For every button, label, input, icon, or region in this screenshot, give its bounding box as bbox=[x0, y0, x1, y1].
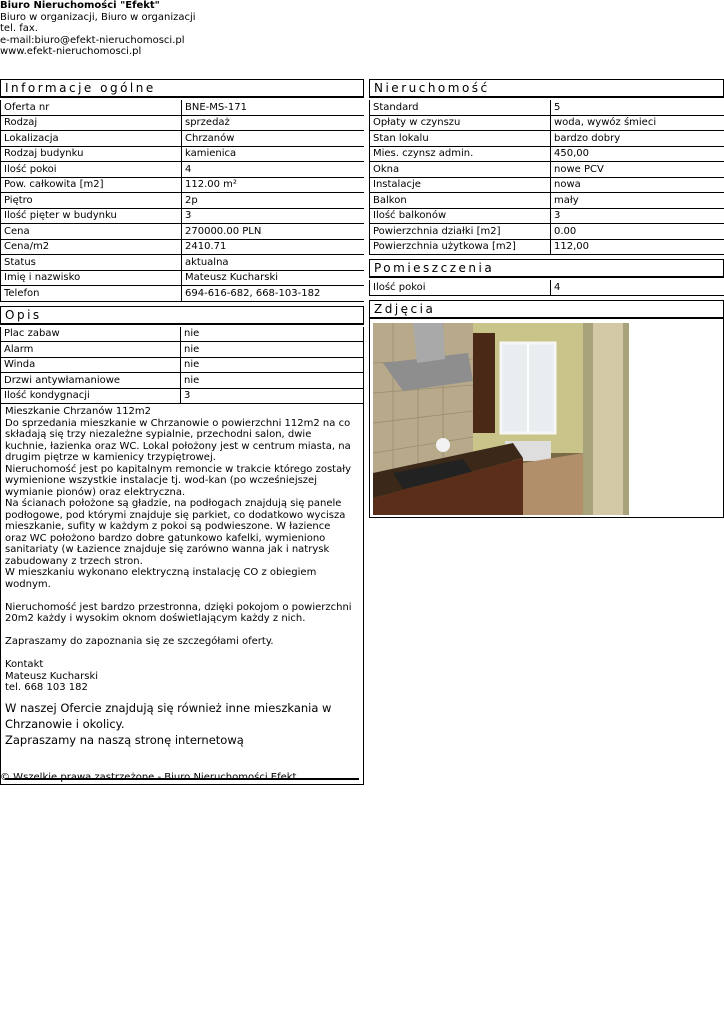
property-info-row bbox=[370, 177, 724, 193]
section-title-rooms: Pomieszczenia bbox=[369, 259, 724, 278]
description-line: kuchnie, łazienka oraz WC. Lokal położony jest w centrum miasta, na bbox=[5, 440, 351, 452]
general-info-row bbox=[1, 270, 365, 286]
description-line: wymianie pionów) oraz elektryczna. bbox=[5, 486, 186, 498]
general-info-value: 2410.71 bbox=[182, 239, 365, 255]
general-info-label: Piętro bbox=[1, 193, 182, 209]
general-info-row bbox=[1, 239, 365, 255]
description-line: zabudowany z trzech stron. bbox=[5, 555, 143, 567]
general-info-label: Ilość pokoi bbox=[1, 162, 182, 178]
general-info-label: Rodzaj budynku bbox=[1, 146, 182, 162]
general-info-value: aktualna bbox=[182, 255, 365, 271]
description-line: Do sprzedania mieszkanie w Chrzanowie o powierzchni 112m2 na co bbox=[5, 417, 351, 429]
contact-line: tel. 668 103 182 bbox=[5, 682, 88, 693]
section-title-property: Nieruchomość bbox=[369, 79, 724, 98]
property-info-value: bardzo dobry bbox=[551, 131, 724, 147]
property-info-row bbox=[370, 239, 724, 255]
general-info-row bbox=[1, 286, 365, 302]
rooms-table bbox=[369, 280, 724, 296]
property-info-row bbox=[370, 115, 724, 131]
property-info-value: nowa bbox=[551, 177, 724, 193]
property-info-row bbox=[370, 146, 724, 162]
rooms-info-label: Ilość pokoi bbox=[370, 280, 551, 295]
general-info-row bbox=[1, 162, 365, 178]
agency-website[interactable]: www.efekt-nieruchomosci.pl bbox=[0, 46, 142, 57]
general-info-row bbox=[1, 193, 365, 209]
invite-text: Zapraszamy do zapoznania się ze szczegółami oferty. bbox=[5, 636, 274, 647]
property-info-label: Ilość balkonów bbox=[370, 208, 551, 224]
general-info-value: 270000.00 PLN bbox=[182, 224, 365, 240]
agency-fax: tel. fax. bbox=[0, 23, 38, 34]
description-line: mieszkanie, sufity w każdym z pokoi są podwieszone. W łazience bbox=[5, 521, 331, 532]
general-info-row bbox=[1, 177, 365, 193]
opis-box bbox=[0, 327, 364, 786]
property-info-value: 112,00 bbox=[551, 239, 724, 255]
kitchen-photo-image bbox=[373, 323, 629, 515]
description-line: Nieruchomość jest bardzo przestronna, dzięki pokojom o powierzchni bbox=[5, 601, 352, 613]
description-line: W mieszkaniu wykonano elektryczną instalację CO z obiegiem bbox=[5, 567, 317, 578]
opis-feature-row bbox=[1, 357, 363, 373]
property-info-label: Standard bbox=[370, 100, 551, 115]
property-info-label: Mies. czynsz admin. bbox=[370, 146, 551, 162]
general-info-value: Chrzanów bbox=[182, 131, 365, 147]
description-line: wodnym. bbox=[5, 578, 51, 590]
general-info-value: 112.00 m² bbox=[182, 177, 365, 193]
general-info-row bbox=[1, 208, 365, 224]
opis-feature-value: nie bbox=[181, 357, 364, 373]
general-info-value: kamienica bbox=[182, 146, 365, 162]
property-info-label: Opłaty w czynszu bbox=[370, 115, 551, 131]
general-info-row bbox=[1, 224, 365, 240]
description-line: wymienione wszystkie instalacje tj. wod-kan (po wcześniejszej bbox=[5, 475, 317, 486]
contact-line: Kontakt bbox=[5, 659, 44, 670]
opis-feature-value: nie bbox=[181, 373, 364, 389]
general-info-row bbox=[1, 255, 365, 271]
description bbox=[1, 404, 363, 784]
property-info-row bbox=[370, 224, 724, 240]
section-title-opis: Opis bbox=[0, 306, 364, 325]
general-info-label: Ilość pięter w budynku bbox=[1, 208, 182, 224]
general-info-value: BNE-MS-171 bbox=[182, 100, 365, 115]
opis-feature-label: Ilość kondygnacji bbox=[1, 388, 181, 404]
contact-line: Mateusz Kucharski bbox=[5, 670, 99, 682]
description-line: podłogowe, pod którymi znajduje się parkiet, co dodatkowo wycisza bbox=[5, 509, 346, 521]
property-info-value: mały bbox=[551, 193, 724, 209]
opis-feature-value: nie bbox=[181, 327, 364, 342]
description-line: oraz WC położono bardzo dobre gatunkowo kafelki, wymieniono bbox=[5, 532, 326, 544]
property-info-label: Powierzchnia działki [m2] bbox=[370, 224, 551, 240]
property-info-label: Powierzchnia użytkowa [m2] bbox=[370, 239, 551, 255]
promo-text-2: Zapraszamy na naszą stronę internetową bbox=[5, 732, 244, 747]
kitchen-photo[interactable] bbox=[373, 323, 629, 515]
description-line: sanitariaty (w Łazience znajduje się zarówno wanna jak i natrysk bbox=[5, 544, 330, 555]
general-info-label: Imię i nazwisko bbox=[1, 270, 182, 286]
opis-feature-label: Winda bbox=[1, 357, 181, 373]
property-info-label: Stan lokalu bbox=[370, 131, 551, 147]
promo-text-1: W naszej Ofercie znajdują się również inne mieszkania w Chrzanowie i okolicy. bbox=[5, 700, 332, 731]
opis-feature-row bbox=[1, 327, 363, 342]
general-info-row bbox=[1, 100, 365, 115]
general-info-label: Cena/m2 bbox=[1, 239, 182, 255]
general-info-label: Pow. całkowita [m2] bbox=[1, 177, 182, 193]
general-info-label: Oferta nr bbox=[1, 100, 182, 115]
agency-name: Biuro Nieruchomości "Efekt" bbox=[0, 0, 160, 11]
general-info-row bbox=[1, 115, 365, 131]
property-info-row bbox=[370, 100, 724, 115]
opis-feature-row bbox=[1, 388, 363, 404]
description-line: 20m2 każdy i wysokim oknom doświetlającym każdy z nich. bbox=[5, 613, 306, 624]
general-info-row bbox=[1, 131, 365, 147]
property-info-value: 450,00 bbox=[551, 146, 724, 162]
photo-frame bbox=[369, 319, 724, 518]
general-info-label: Rodzaj bbox=[1, 115, 182, 131]
opis-feature-label: Drzwi antywłamaniowe bbox=[1, 373, 181, 389]
description-line: Nieruchomość jest po kapitalnym remoncie w trakcie którego zostały bbox=[5, 463, 351, 475]
left-column bbox=[0, 79, 364, 785]
section-title-photos: Zdjęcia bbox=[369, 300, 724, 319]
property-info-value: 0.00 bbox=[551, 224, 724, 240]
property-info-value: nowe PCV bbox=[551, 162, 724, 178]
general-info-label: Telefon bbox=[1, 286, 182, 302]
opis-feature-value: 3 bbox=[181, 388, 364, 404]
footer-copyright: © Wszelkie prawa zastrzeżone - Biuro Nieruchomości Efekt bbox=[0, 772, 297, 783]
opis-feature-row bbox=[1, 373, 363, 389]
property-info-label: Okna bbox=[370, 162, 551, 178]
agency-header bbox=[0, 0, 196, 58]
rooms-info-row bbox=[370, 280, 724, 295]
property-info-row bbox=[370, 131, 724, 147]
opis-table bbox=[1, 327, 363, 405]
opis-feature-label: Alarm bbox=[1, 342, 181, 358]
general-info-value: sprzedaż bbox=[182, 115, 365, 131]
property-info-value: woda, wywóz śmieci bbox=[551, 115, 724, 131]
agency-org: Biuro w organizacji, Biuro w organizacji bbox=[0, 11, 196, 23]
property-info-label: Balkon bbox=[370, 193, 551, 209]
general-info-value: 3 bbox=[182, 208, 365, 224]
description-line: drugim piętrze w kamienicy trzypiętrowej. bbox=[5, 452, 216, 463]
general-info-label: Status bbox=[1, 255, 182, 271]
description-line: Mieszkanie Chrzanów 112m2 bbox=[5, 406, 152, 417]
opis-feature-value: nie bbox=[181, 342, 364, 358]
description-line: składają się trzy niezależne sypialnie, przechodni salon, dwie bbox=[5, 429, 312, 440]
property-info-value: 3 bbox=[551, 208, 724, 224]
property-info-label: Instalacje bbox=[370, 177, 551, 193]
general-info-value: 4 bbox=[182, 162, 365, 178]
general-info-table bbox=[0, 100, 364, 302]
general-info-value: 2p bbox=[182, 193, 365, 209]
description-line: Na ścianach położone są gładzie, na podłogach znajdują się panele bbox=[5, 498, 342, 509]
property-info-row bbox=[370, 162, 724, 178]
property-info-row bbox=[370, 193, 724, 209]
rooms-info-value: 4 bbox=[551, 280, 724, 295]
general-info-value: 694-616-682, 668-103-182 bbox=[182, 286, 365, 302]
agency-email[interactable]: e-mail:biuro@efekt-nieruchomosci.pl bbox=[0, 34, 185, 46]
general-info-row bbox=[1, 146, 365, 162]
general-info-value: Mateusz Kucharski bbox=[182, 270, 365, 286]
general-info-label: Lokalizacja bbox=[1, 131, 182, 147]
property-info-row bbox=[370, 208, 724, 224]
right-column bbox=[369, 79, 724, 518]
general-info-label: Cena bbox=[1, 224, 182, 240]
opis-feature-row bbox=[1, 342, 363, 358]
section-title-general: Informacje ogólne bbox=[0, 79, 364, 98]
opis-feature-label: Plac zabaw bbox=[1, 327, 181, 342]
property-info-value: 5 bbox=[551, 100, 724, 115]
property-table bbox=[369, 100, 724, 255]
